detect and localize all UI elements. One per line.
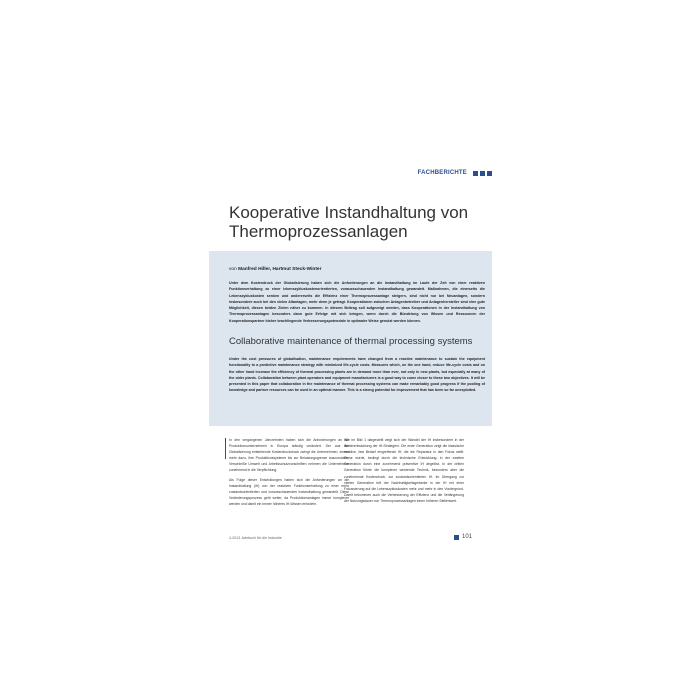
dropcap-rule bbox=[225, 438, 226, 459]
body-paragraph: In den vergangenen Jahrzehnten haben sich die Anforderungen an die Produktionsunternehmen in Europa ständig verändert. Der aus der Globalisierung entstehende Kostendruckdruck zwingt die Unternehmen, immer mehr dazu, ihre Produktionssysteme bis zur Belastungsgrenze auszunutzen, Verschleiße Umwelt und Arbeitsschutzvorschriften nehmen die Unternehmen zunehmend in die Verpflichtung. bbox=[229, 438, 349, 473]
title-line-1: Kooperative Instandhaltung von bbox=[229, 203, 469, 222]
abstract-german: Unter dem Kostendruck der Globalisierung haben sich die Anforderungen an die Instandhaltung im Laufe der Zeit von einer reaktiven Funktionserhaltung zu einer lebenszykluskostenorientierten, voraussschauenden Instandhaltung gewandelt. Maßnahmen, die einerseits die Lebenszykluskosten senken und andererseits die Effizienz einer Thermoprozessanlage steigern, sind nicht nur bei Neuanlagen, sondern insbesondere auch bei den vielen Altanlagen, mehr denn je gefragt. Kooperationen zwischen Anlagenbetreiber und Anlagenhersteller sind eine gute Möglichkeit, diesen beiden Zielen näher zu kommen. In diesem Beitrag soll aufgezeigt werden, dass Kooperationen in der Instandhaltung von Thermoprozessanlagen besonders dann gute Erfolge mit sich bringen, wenn durch die Bündelung von Wissen und Ressourcen der Kooperationspartner bisher brachliegende Verbesserungspotenziale in optimaler Weise genutzt werden können. bbox=[229, 281, 485, 323]
footer-text: 4-2013 Jahrbuch für die Industrie bbox=[229, 536, 282, 540]
body-paragraph: Als Folge dieser Entwicklungen haben sich die Anforderungen an die Instandhaltung (IH) von der reaktiven Funktionserhaltung zu einer mehr zustandsorientierten und vorausschauenden Instandhaltung gewandelt. Diese Veränderungsprozess geht weiter, da Produktionsanlagen immer komplexer werden und damit ein immer höheres IH-Wissen erfordern. bbox=[229, 477, 349, 506]
byline-prefix: von bbox=[229, 267, 237, 272]
english-title: Collaborative maintenance of thermal processing systems bbox=[229, 336, 473, 347]
body-column-right bbox=[344, 437, 464, 507]
square-icon bbox=[487, 171, 492, 176]
page-number: 101 bbox=[462, 534, 473, 540]
page-marker-icon bbox=[454, 535, 459, 540]
section-label: FACHBERICHTE bbox=[417, 170, 467, 176]
section-squares-icon bbox=[473, 171, 492, 176]
title-line-2: Thermoprozessanlagen bbox=[229, 222, 408, 241]
section-header bbox=[418, 170, 492, 176]
square-icon bbox=[480, 171, 485, 176]
body-column-left bbox=[229, 437, 349, 510]
body-paragraph: Wie im Bild 1 dargestellt zeigt sich der Wandel der IH insbesondere in der Weiterentwicklung der IH-Strategien. Die erste Generation zeigt die klassische reaktive, fast Bedarf eingreifende IH, die die Reparatur in den Fokus stellt. Diese wurde, bedingt durch die technische Entwicklung, in der zweiten Generation durch eine zunehmend präventive IH abgelöst. In der dritten Generation führte die komplexer werdende Technik, besonders aber die zunehmende Kostendruck, zur zustandsorientierten IH. Im Übergang zur vierten Generation tritt der Nachhaltigkeitsgedanke in der IH mit einer Fokussierung auf die Lebenszykluskosten mehr und mehr in den Vordergrund. Damit bekommen auch die Verbesserung der Effizienz und die Verlängerung der Nutzungsdauer von Thermoprozessanlagen einen höheren Stellenwert. bbox=[344, 438, 464, 503]
abstract-english: Under the cost pressures of globalisation, maintenance requirements have changed from a reactive maintenance to sustain the equipment functionality to a predictive maintenance strategy with minimized life-cycle costs. Measures which, on the one hand, reduce life-cycle costs and on the other hand increase the efficiency of thermal processing plants are in demand more than ever, not only in new plants, but especially at many of the older plants. Collaboration between plant operators and equipment manufacturers is a good way to come closer to these two objectives. It will be presented in this paper that collaboration in the maintenance of thermal processing systems can make remarkably good progress if the pooling of knowledge and partner resources can be used in an optimal manner. This is a strong potential for improvement that has been so far unexploited. bbox=[229, 357, 485, 393]
footer-page bbox=[454, 534, 472, 540]
byline bbox=[229, 267, 321, 272]
article-title bbox=[229, 203, 499, 241]
square-icon bbox=[473, 171, 478, 176]
authors: Manfred Hiller, Hartmut Steck-Winter bbox=[238, 267, 322, 272]
